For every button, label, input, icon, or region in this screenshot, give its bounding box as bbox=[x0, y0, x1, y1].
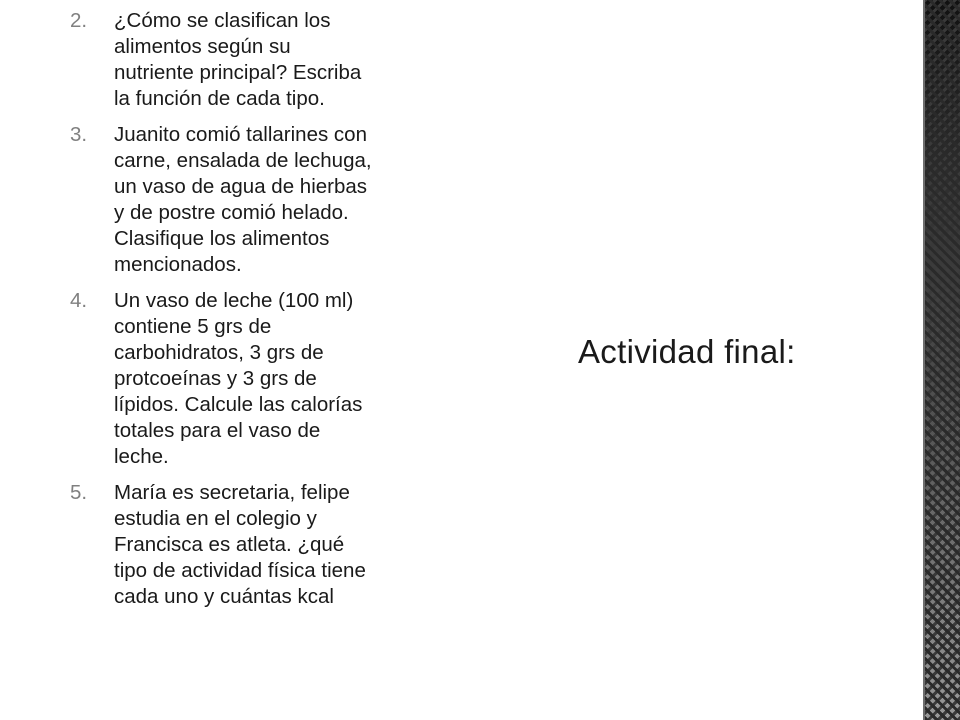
question-number: 4. bbox=[70, 289, 88, 312]
question-text: María es secretaria, felipe estudia en el colegio y Francisca es atleta. ¿qué tipo de actividad física tiene cada uno y cuántas kcal bbox=[114, 481, 366, 608]
decorative-border bbox=[925, 0, 960, 720]
list-item bbox=[70, 480, 430, 610]
list-item bbox=[70, 122, 430, 278]
question-list bbox=[70, 8, 430, 620]
question-text: Un vaso de leche (100 ml) contiene 5 grs de carbohidratos, 3 grs de protcoeínas y 3 grs de lípidos. Calcule las calorías totales para el vaso de leche. bbox=[114, 289, 363, 468]
list-item bbox=[70, 8, 430, 112]
slide-title: Actividad final: bbox=[578, 333, 796, 370]
question-number: 3. bbox=[70, 123, 88, 146]
question-text: Juanito comió tallarines con carne, ensalada de lechuga, un vaso de agua de hierbas y de postre comió helado. Clasifique los alimentos mencionados. bbox=[114, 123, 372, 276]
list-item bbox=[70, 288, 430, 470]
question-number: 5. bbox=[70, 481, 88, 504]
question-number: 2. bbox=[70, 9, 88, 32]
question-text: ¿Cómo se clasifican los alimentos según su nutriente principal? Escriba la función de cada tipo. bbox=[114, 9, 362, 110]
